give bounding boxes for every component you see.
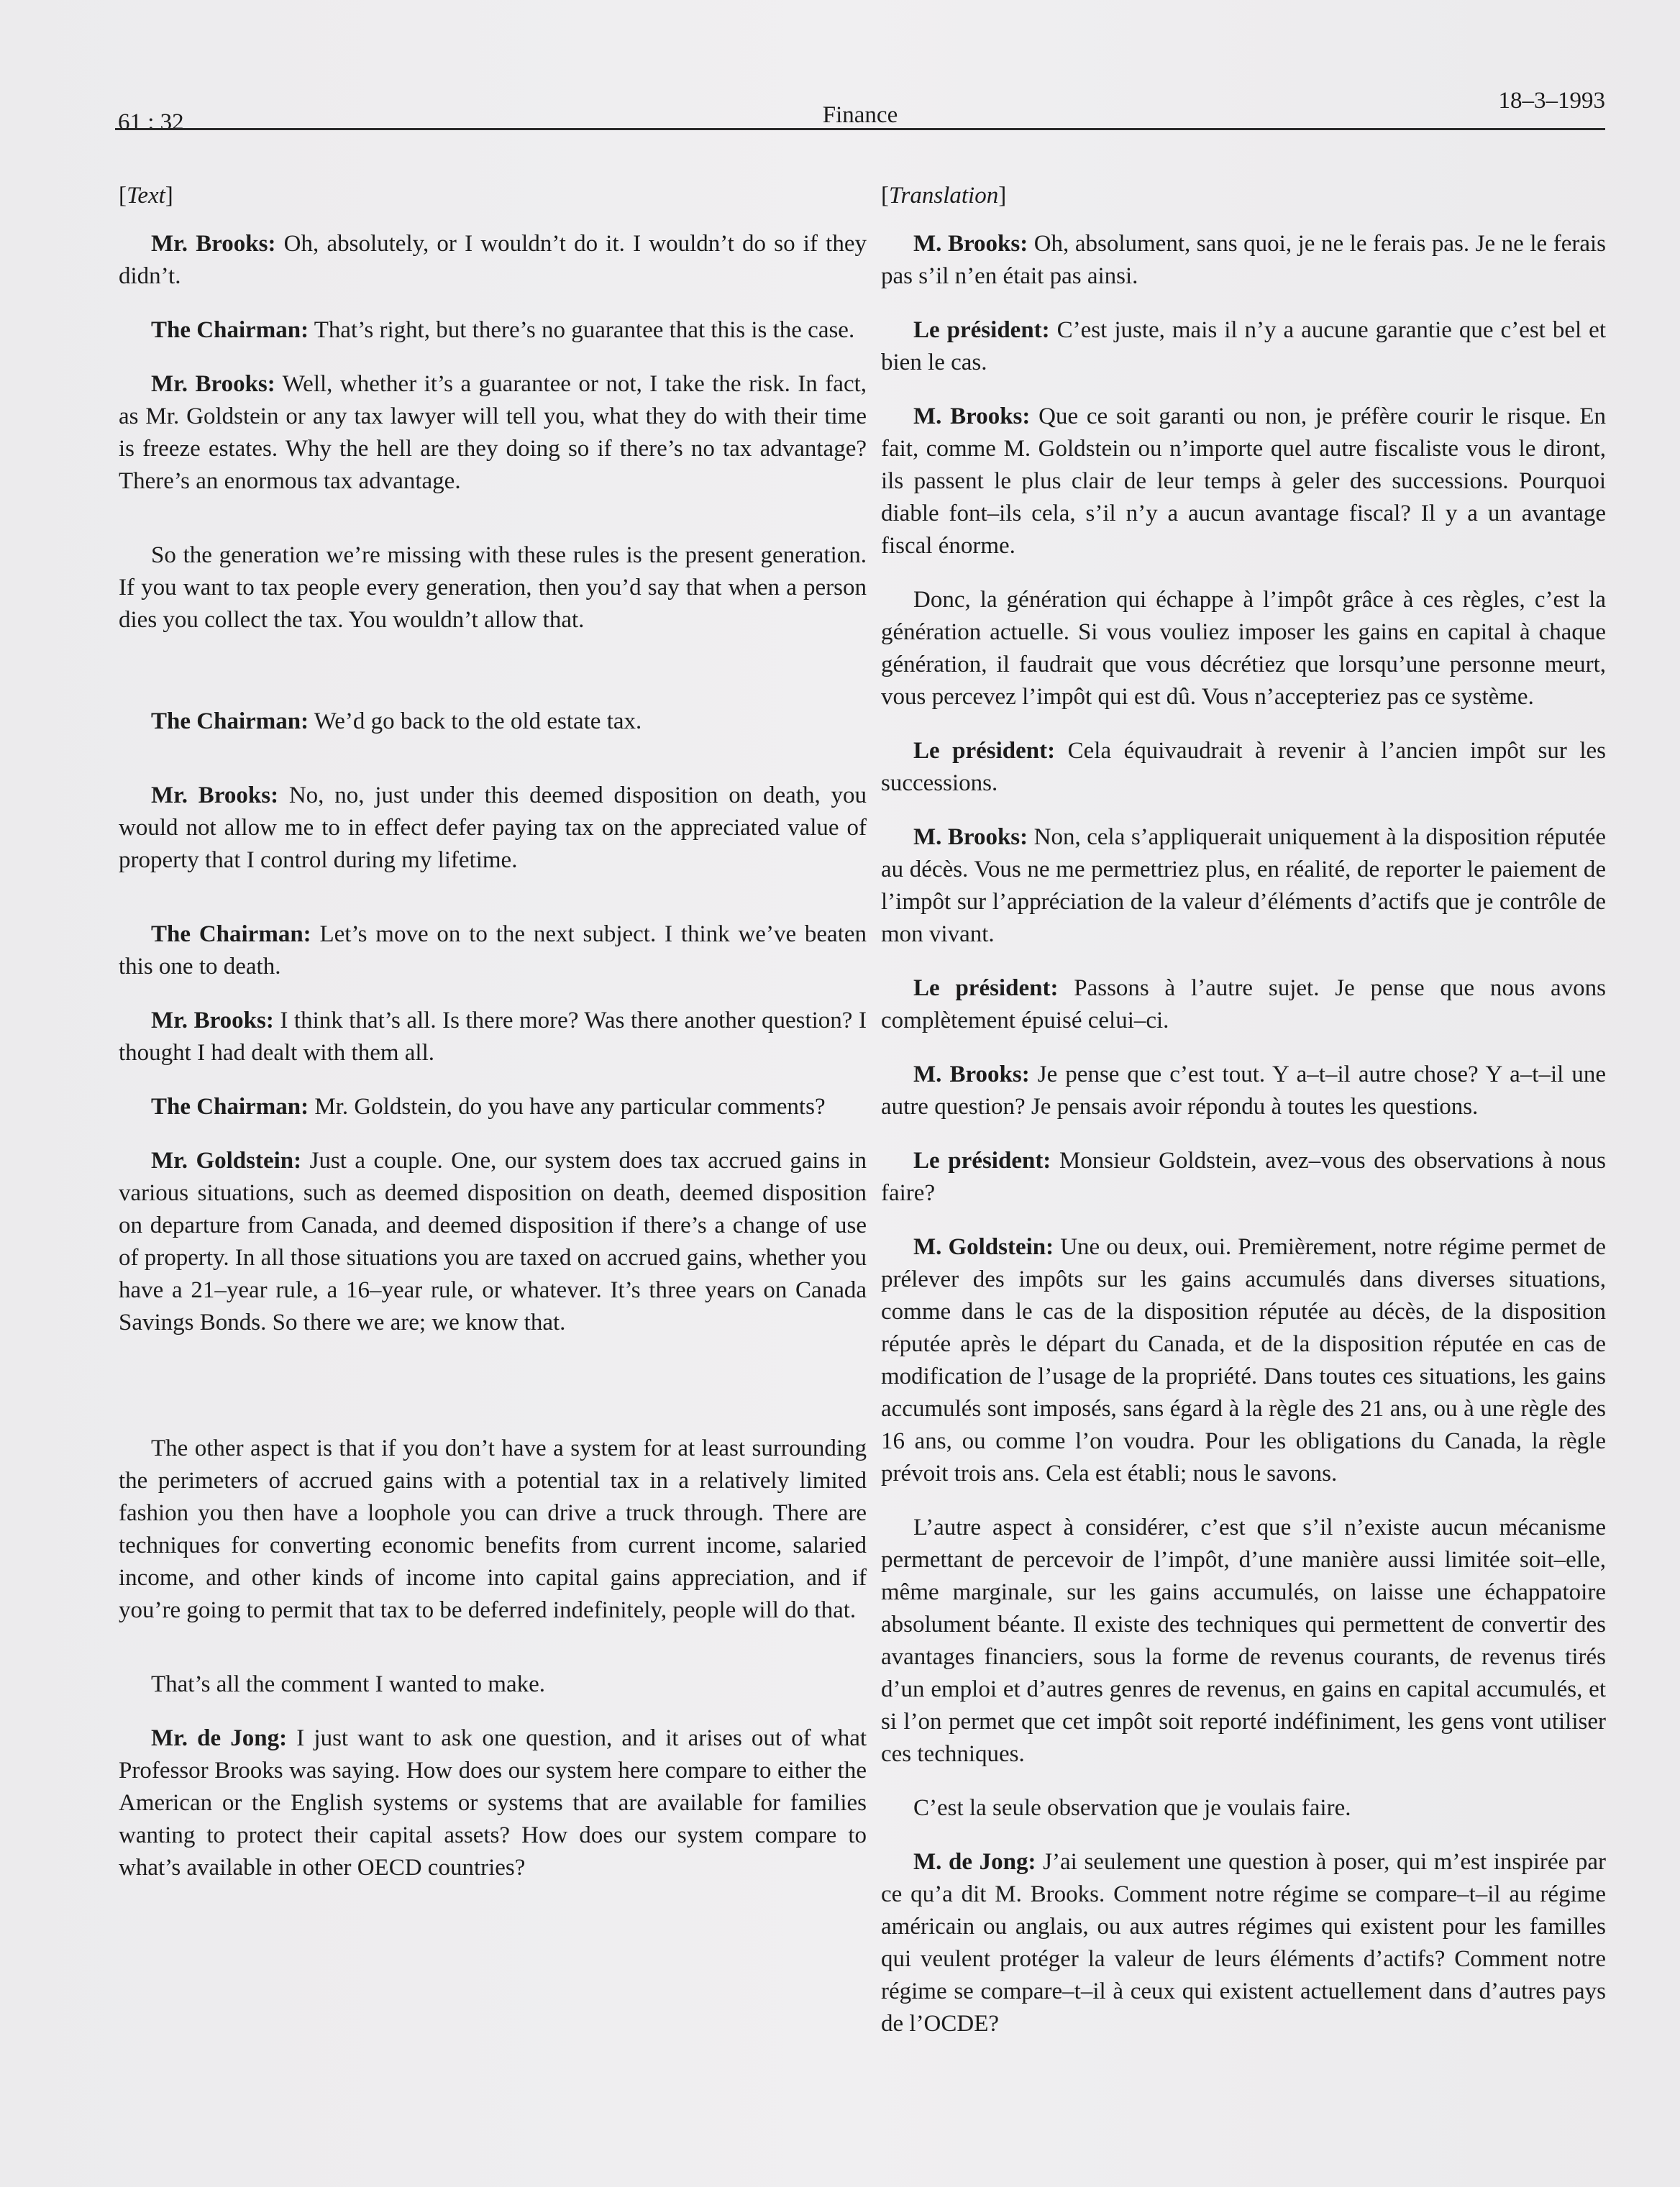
paragraph: Mr. Brooks: Oh, absolutely, or I wouldn’t do it. I wouldn’t do so if they didn’t. [119,231,867,289]
paragraph: Mr. Brooks: I think that’s all. Is there more? Was there another question? I thought I had dealt with them all. [119,1008,867,1066]
speaker: M. Brooks: [913,231,1028,257]
speaker: M. Brooks: [913,824,1028,850]
paragraph: The Chairman: Let’s move on to the next subject. I think we’ve beaten this one to death. [119,921,867,980]
speaker: M. Brooks: [913,403,1031,429]
speaker: M. de Jong: [913,1849,1036,1875]
paragraph: Donc, la génération qui échappe à l’impôt grâce à ces règles, c’est la génération actuelle. Si vous vouliez imposer les gains en capital à chaque génération, il faudrait que vous décrétiez que lorsqu’une personne meurt, vous percevez l’impôt qui est dû. Vous n’accepteriez pas ce système. [881,587,1606,710]
speaker: Mr. Brooks: [151,371,275,397]
paragraph: M. Brooks: Que ce soit garanti ou non, je préfère courir le risque. En fait, comme M. Goldstein ou n’importe quel autre fiscaliste vous le diront, ils passent le plus clair de leur temps à geler des successions. Pourquoi diable font–ils cela, s’il n’y a aucun avantage fiscal? Il y a un avantage fiscal énorme. [881,403,1606,559]
paragraph: Mr. de Jong: I just want to ask one question, and it arises out of what Professor Brooks was saying. How does our system here compare to either the American or the English systems or systems that are available for families wanting to protect their capital assets? How does our system compare to what’s available in other OECD countries? [119,1725,867,1881]
page-header [115,85,1605,135]
paragraph: M. Brooks: Non, cela s’appliquerait uniquement à la disposition réputée au décès. Vous ne me permettriez plus, en réalité, de reporter le paiement de l’impôt sur l’appréciation de la valeur d’éléments d’actifs que je contrôle de mon vivant. [881,824,1606,947]
speaker: Le président: [913,738,1056,764]
page-number: 61 : 32 [118,109,184,135]
speaker: M. Goldstein: [913,1234,1054,1260]
paragraph: The other aspect is that if you don’t have a system for at least surrounding the perimeters of accrued gains with a potential tax in a relatively limited fashion you then have a loophole you can drive a truck through. There are techniques for converting economic benefits from current income, salaried income, and other kinds of income into capital gains appreciation, and if you’re going to permit that tax to be deferred indefinitely, people will do that. [119,1435,867,1623]
french-column [881,180,1606,2040]
speaker: Mr. Brooks: [151,1008,274,1033]
paragraph: Mr. Brooks: No, no, just under this deemed disposition on death, you would not allow me to in effect defer paying tax on the appreciated value of property that I control during my lifetime. [119,782,867,873]
publication-title: Finance [822,102,898,128]
paragraph: Le président: C’est juste, mais il n’y a aucune garantie que c’est bel et bien le cas. [881,317,1606,375]
speaker: The Chairman: [151,317,309,343]
paragraph: M. de Jong: J’ai seulement une question à poser, qui m’est inspirée par ce qu’a dit M. Brooks. Comment notre régime se compare–t–il au régime américain ou anglais, ou aux autres régimes qui existent pour les familles qui veulent protéger la valeur de leurs éléments d’actifs? Comment notre régime se compare–t–il à ceux qui existent actuellement dans d’autres pays de l’OCDE? [881,1849,1606,2037]
english-column [119,180,867,1884]
paragraph: M. Brooks: Oh, absolument, sans quoi, je ne le ferais pas. Je ne le ferais pas s’il n’en était pas ainsi. [881,231,1606,289]
paragraph: Le président: Passons à l’autre sujet. Je pense que nous avons complètement épuisé celui–ci. [881,975,1606,1033]
speaker: The Chairman: [151,708,309,734]
speaker: The Chairman: [151,921,311,947]
paragraph: Mr. Goldstein: Just a couple. One, our system does tax accrued gains in various situations, such as deemed disposition on death, deemed disposition on departure from Canada, and deemed disposition if there’s a change of use of property. In all those situations you are taxed on accrued gains, whether you have a 21–year rule, a 16–year rule, or whatever. It’s three years on Canada Savings Bonds. So there we are; we know that. [119,1148,867,1336]
paragraph: Le président: Monsieur Goldstein, avez–vous des observations à nous faire? [881,1148,1606,1206]
paragraph: M. Brooks: Je pense que c’est tout. Y a–t–il autre chose? Y a–t–il une autre question? Je pensais avoir répondu à toutes les questions. [881,1061,1606,1120]
header-rule [115,128,1605,130]
speaker: Mr. de Jong: [151,1725,288,1751]
paragraph: The Chairman: That’s right, but there’s no guarantee that this is the case. [151,317,855,343]
text-label: [Text] [119,183,173,209]
paragraph: M. Goldstein: Une ou deux, oui. Premièrement, notre régime permet de prélever des impôts sur les gains accumulés dans diverses situations, comme dans le cas de la disposition réputée au décès, de la disposition réputée après le départ du Canada, et de la disposition réputée en cas de modification de l’usage de la propriété. Dans toutes ces situations, les gains accumulés sont imposés, sans égard à la règle des 21 ans, ou à une règle des 16 ans, ou comme l’on voudra. Pour les obligations du Canada, la règle prévoit trois ans. Cela est établi; nous le savons. [881,1234,1606,1487]
paragraph: That’s all the comment I wanted to make. [151,1671,545,1697]
page-date: 18–3–1993 [1498,88,1605,114]
paragraph: The Chairman: Mr. Goldstein, do you have any particular comments? [151,1094,826,1120]
paragraph: So the generation we’re missing with these rules is the present generation. If you want to tax people every generation, then you’d say that when a person dies you collect the tax. You wouldn’t allow that. [119,542,867,633]
paragraph: Mr. Brooks: Well, whether it’s a guarantee or not, I take the risk. In fact, as Mr. Goldstein or any tax lawyer will tell you, what they do with their time is freeze estates. Why the hell are they doing so if there’s no tax advantage? There’s an enormous tax advantage. [119,371,867,494]
speaker: Mr. Brooks: [151,782,279,808]
speaker: Le président: [913,1148,1051,1174]
speaker: Le président: [913,975,1059,1001]
paragraph: Le président: Cela équivaudrait à revenir à l’ancien impôt sur les successions. [881,738,1607,796]
speaker: Le président: [913,317,1050,343]
speaker: Mr. Brooks: [151,231,276,257]
speaker: M. Brooks: [913,1061,1030,1087]
speaker: Mr. Goldstein: [151,1148,302,1174]
translation-label: [Translation] [881,183,1007,209]
paragraph: C’est la seule observation que je voulais faire. [913,1795,1351,1821]
speaker: The Chairman: [151,1094,309,1120]
paragraph: L’autre aspect à considérer, c’est que s’il n’existe aucun mécanisme permettant de percevoir de l’impôt, d’une manière aussi limitée soit–elle, même marginale, sur les gains accumulés, on laisse une échappatoire absolument béante. Il existe des techniques qui permettent de convertir des avantages financiers, sous la forme de revenus courants, de revenus tirés d’un emploi et d’autres genres de revenus, en gains en capital accumulés, et si l’on permet que cet impôt soit reporté indéfiniment, les gens vont utiliser ces techniques. [881,1515,1606,1767]
paragraph: The Chairman: We’d go back to the old estate tax. [151,708,642,734]
